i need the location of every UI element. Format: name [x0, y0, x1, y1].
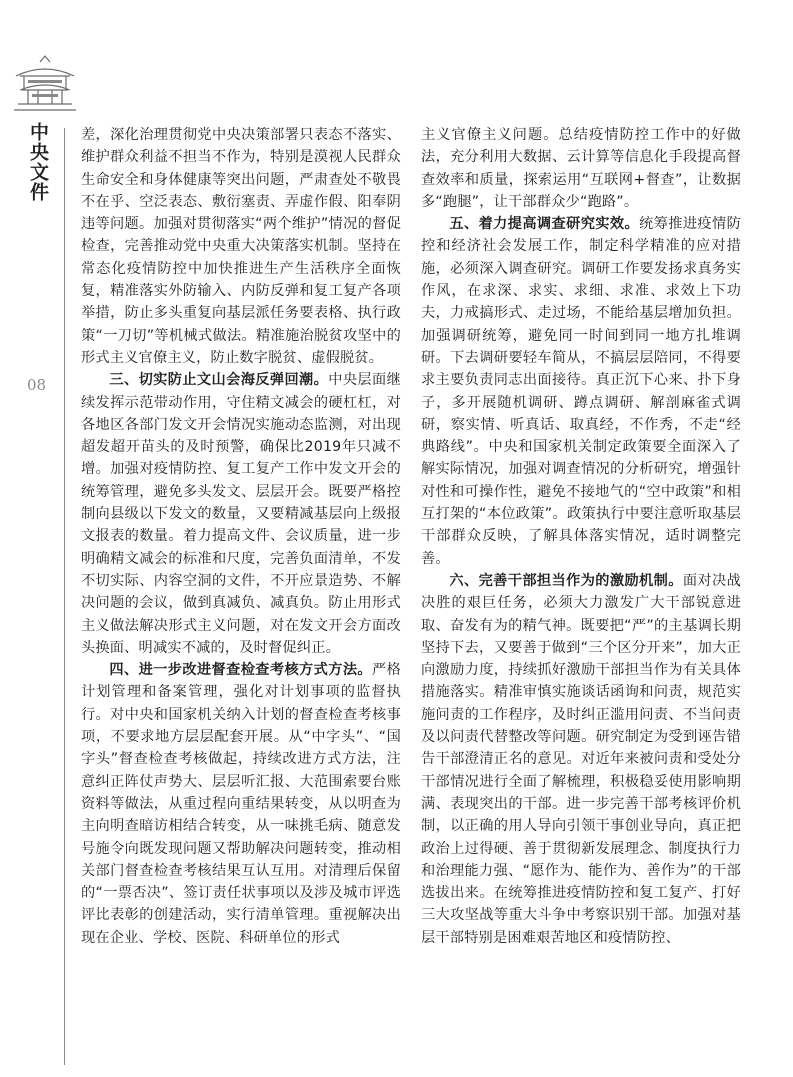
right-column	[421, 124, 741, 949]
section-heading: 四、进一步改进督查检查考核方式方法。	[109, 662, 373, 679]
section-title: 中央文件	[27, 122, 49, 202]
side-divider	[64, 128, 65, 1065]
left-column	[81, 124, 401, 949]
section-heading: 三、切实防止文山会海反弹回潮。	[109, 372, 329, 389]
section-heading: 六、完善干部担当作为的激励机制。	[449, 572, 683, 589]
paragraph: 三、切实防止文山会海反弹回潮。中央层面继续发挥示范带动作用，守住精文减会的硬杠杠，对各地区各部门发文开会情况实施动态监测，对出现超发超开苗头的及时预警，确保比2019年只减不增。加强对疫情防控、复工复产工作中发文开会的统筹管理，避免多头发文、层层开会。既要严格控制向县级以下发文的数量，又要精减基层向上级报文报表的数量。着力提高文件、会议质量，进一步明确精文减会的标准和尺度，完善负面清单，不发不切实际、内容空洞的文件，不开应景造势、不解决问题的会议，做到真减负、减真负。防止用形式主义做法解决形式主义问题，对在发文开会方面改头换面、明减实不减的，及时督促纠正。	[81, 372, 401, 656]
section-heading: 五、着力提高调查研究实效。	[449, 216, 640, 233]
paragraph: 六、完善干部担当作为的激励机制。面对决战决胜的艰巨任务，必须大力激发广大干部锐意进取、奋发有为的精气神。既要把“严”的主基调长期坚持下去，又要善于做到“三个区分开来”，加大正向激励力度，持续抓好激励干部担当作为有关具体措施落实。精准审慎实施谈话函询和问责，规范实施问责的工作程序，及时纠正滥用问责、不当问责及以问责代替整改等问题。研究制定为受到诬告错告干部澄清正名的意见。对近年来被问责和受处分干部情况进行全面了解梳理，积极稳妥使用影响期满、表现突出的干部。进一步完善干部考核评价机制，以正确的用人导向引领干事创业导向，真正把政治上过得硬、善于贯彻新发展理念、制度执行力和治理能力强、“愿作为、能作为、善作为”的干部选拔出来。在统筹推进疫情防控和复工复产、打好三大攻坚战等重大斗争中考察识别干部。加强对基层干部特别是困难艰苦地区和疫情防控、	[421, 572, 742, 946]
pavilion-logo	[10, 50, 80, 130]
page-number: 08	[27, 376, 47, 394]
paragraph: 主义官僚主义问题。总结疫情防控工作中的好做法，充分利用大数据、云计算等信息化手段提高督查效率和质量，探索运用“互联网+督查”，让数据多“跑腿”，让干部群众少“跑路”。	[421, 127, 741, 210]
paragraph: 差，深化治理贯彻党中央决策部署只表态不落实、维护群众利益不担当不作为，特别是漠视人民群众生命安全和身体健康等突出问题，严肃查处不敬畏不在乎、空泛表态、敷衍塞责、弄虚作假、阳奉阴违等问题。加强对贯彻落实“两个维护”情况的督促检查，完善推动党中央重大决策落实机制。坚持在常态化疫情防控中加快推进生产生活秩序全面恢复，精准落实外防输入、内防反弹和复工复产各项举措，防止多头重复向基层派任务要表格、执行政策“一刀切”等机械式做法。精准施治脱贫攻坚中的形式主义官僚主义，防止数字脱贫、虚假脱贫。	[81, 127, 401, 366]
paragraph: 五、着力提高调查研究实效。统筹推进疫情防控和经济社会发展工作，制定科学精准的应对措施，必须深入调查研究。调研工作要发扬求真务实作风，在求深、求实、求细、求准、求效上下功夫，力戒搞形式、走过场，不能给基层增加负担。加强调研统筹，避免同一时间到同一地方扎堆调研。下去调研要轻车简从，不搞层层陪同，不得要求主要负责同志出面接待。真正沉下心来、扑下身子，多开展随机调研、蹲点调研、解剖麻雀式调研，察实情、听真话、取真经，不作秀，不走“经典路线”。中央和国家机关制定政策要全面深入了解实际情况，加强对调查情况的分析研究，增强针对性和可操作性，避免不接地气的“空中政策”和相互打架的“本位政策”。政策执行中要注意听取基层干部群众反映，了解具体落实情况，适时调整完善。	[421, 216, 741, 567]
paragraph: 四、进一步改进督查检查考核方式方法。严格计划管理和备案管理，强化对计划事项的监督执行。对中央和国家机关纳入计划的督查检查考核事项，不要求地方层层配套开展。从“中字头”、“国字头”督查检查考核做起，持续改进方式方法，注意纠正阵仗声势大、层层听汇报、大范围索要台账资料等做法，从重过程向重结果转变，从以明查为主向明查暗访相结合转变，从一味挑毛病、随意发号施令向既发现问题又帮助解决问题转变，推动相关部门督查检查考核结果互认互用。对清理后保留的“一票否决”、签订责任状事项以及涉及城市评选评比表彰的创建活动，实行清单管理。重视解决出现在企业、学校、医院、科研单位的形式	[81, 662, 401, 946]
